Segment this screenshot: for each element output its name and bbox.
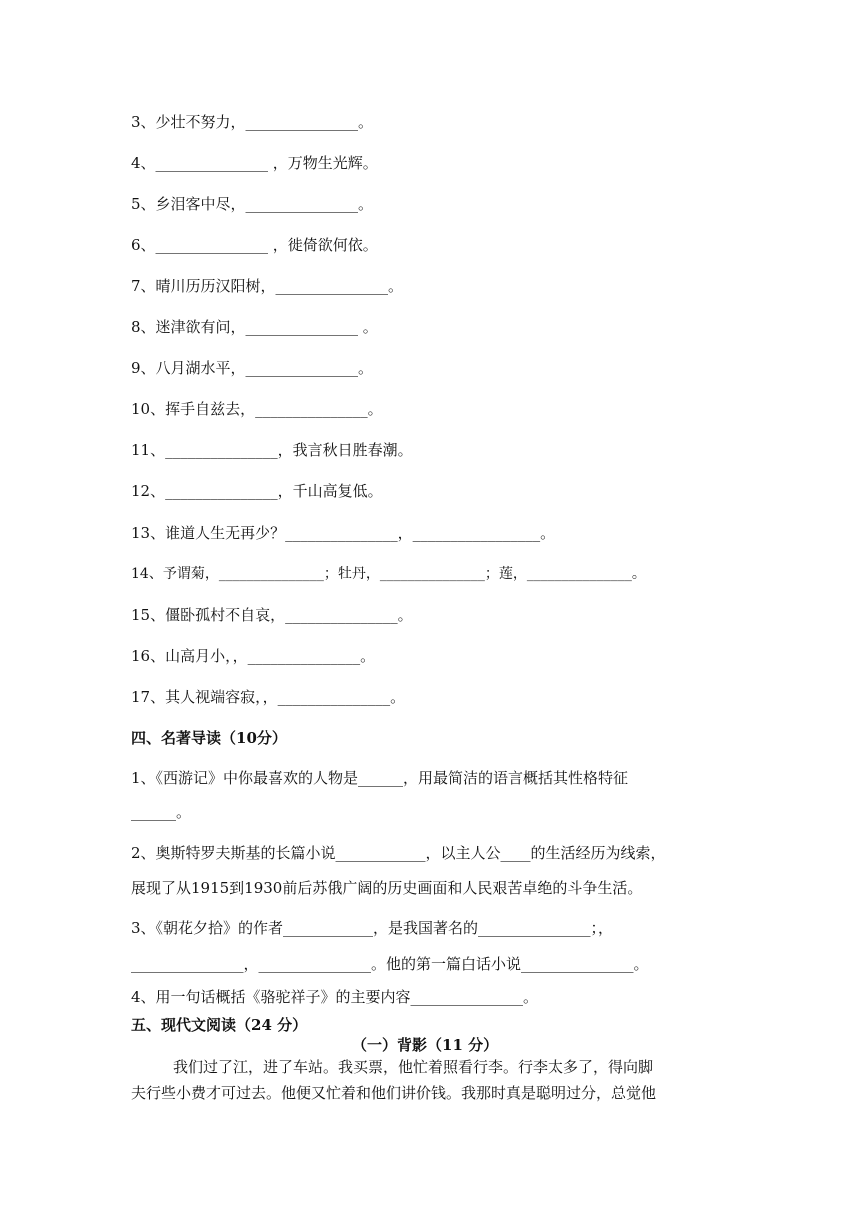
question-4-3-line-1: 3、《朝花夕拾》的作者____________，是我国著名的_______________；， <box>131 919 614 937</box>
poetry-item-7: 7、晴川历历汉阳树，_______________。 <box>131 277 404 295</box>
question-4-4: 4、用一句话概括《骆驼祥子》的主要内容_______________。 <box>131 988 539 1006</box>
poetry-item-17: 17、其人视端容寂，，_______________。 <box>131 688 406 706</box>
poetry-item-8: 8、迷津欲有问，_______________ 。 <box>131 318 378 336</box>
question-4-1-line-2: ______。 <box>131 803 192 821</box>
poetry-item-4: 4、_______________ ，万物生光辉。 <box>131 154 378 172</box>
poetry-item-9: 9、八月湖水平，_______________。 <box>131 359 374 377</box>
poetry-item-5: 5、乡泪客中尽，_______________。 <box>131 195 374 213</box>
question-4-2-line-1: 2、奥斯特罗夫斯基的长篇小说____________，以主人公____的生活经历为线索， <box>131 844 666 862</box>
poetry-item-11: 11、_______________，我言秋日胜春潮。 <box>131 441 413 459</box>
question-4-3-line-2: _______________，_______________。他的第一篇白话小说_______________。 <box>131 955 649 973</box>
question-4-2-line-2: 展现了从1915到1930前后苏俄广阔的历史画面和人民艰苦卓绝的斗争生活。 <box>131 879 643 897</box>
poetry-item-6: 6、_______________ ，徙倚欲何依。 <box>131 236 378 254</box>
question-4-1-line-1: 1、《西游记》中你最喜欢的人物是______，用最简洁的语言概括其性格特征 <box>131 769 629 787</box>
poetry-item-10: 10、挥手自兹去，_______________。 <box>131 400 383 418</box>
poetry-item-16: 16、山高月小，，_______________。 <box>131 647 376 665</box>
poetry-item-3: 3、少壮不努力，_______________。 <box>131 113 374 131</box>
section-5-heading: 五、现代文阅读（24 分） <box>131 1016 308 1034</box>
passage-line-1: 我们过了江，进了车站。我买票，他忙着照看行李。行李太多了，得向脚 <box>173 1058 654 1076</box>
poetry-item-14: 14、予谓菊，_______________；牡丹，_______________；莲，_______________。 <box>131 566 646 582</box>
section-5-subheading: （一）背影（11 分） <box>352 1036 499 1054</box>
poetry-item-13: 13、谁道人生无再少？_______________，_________________。 <box>131 524 556 542</box>
poetry-item-15: 15、僵卧孤村不自哀，_______________。 <box>131 606 413 624</box>
section-4-heading: 四、名著导读（10分） <box>131 729 287 747</box>
poetry-item-12: 12、_______________，千山高复低。 <box>131 482 383 500</box>
passage-line-2: 夫行些小费才可过去。他便又忙着和他们讲价钱。我那时真是聪明过分，总觉他 <box>131 1084 657 1102</box>
